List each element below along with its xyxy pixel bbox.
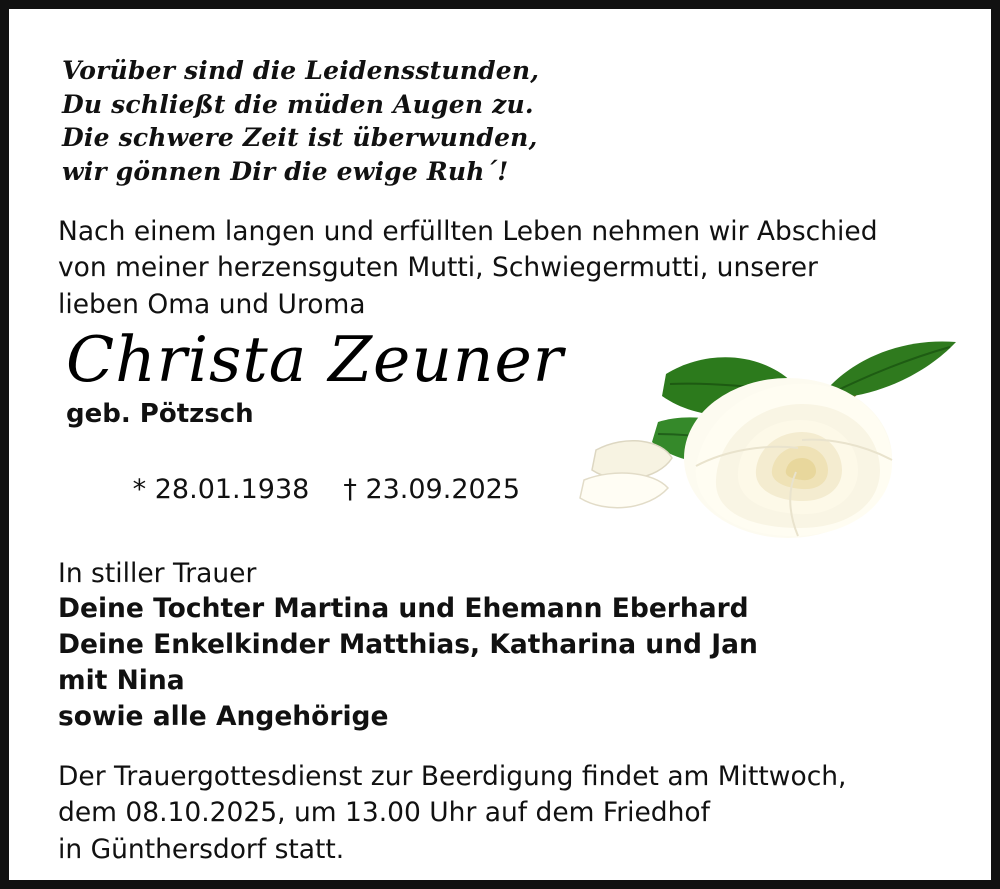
life-dates (64, 443, 944, 536)
intro-paragraph (58, 214, 944, 323)
intro-line: lieben Oma und Uroma (58, 288, 366, 320)
memorial-poem (62, 54, 944, 188)
poem-line: Vorüber sind die Leidensstunden, (62, 56, 540, 85)
mourner-line: Deine Tochter Martina und Ehemann Eberhard (58, 593, 749, 625)
mourner-line: Deine Enkelkinder Matthias, Katharina und Jan (58, 629, 758, 661)
service-line: dem 08.10.2025, um 13.00 Uhr auf dem Friedhof (58, 797, 710, 829)
service-line: in Günthersdorf statt. (58, 833, 345, 865)
mourner-line: sowie alle Angehörige (58, 701, 389, 733)
poem-line: Du schließt die müden Augen zu. (62, 89, 534, 119)
poem-line: wir gönnen Dir die ewige Ruh´! (62, 156, 509, 186)
service-line: Der Trauergottesdienst zur Beerdigung findet am Mittwoch, (58, 761, 847, 793)
mourner-line: mit Nina (58, 665, 185, 697)
deceased-block (58, 322, 944, 536)
mourners-list (58, 591, 944, 735)
intro-line: von meiner herzensguten Mutti, Schwiegermutti, unserer (58, 252, 818, 284)
intro-line: Nach einem langen und erfüllten Leben nehmen wir Abschied (58, 216, 878, 247)
death-date: † 23.09.2025 (343, 474, 521, 506)
deceased-name: Christa Zeuner (66, 322, 564, 396)
maiden-name: geb. Pötzsch (66, 399, 254, 430)
obituary-content (9, 9, 991, 880)
birth-date: * 28.01.1938 (132, 474, 310, 506)
poem-line: Die schwere Zeit ist überwunden, (62, 123, 538, 152)
mourning-lead: In stiller Trauer (58, 558, 257, 590)
service-details (58, 759, 944, 868)
